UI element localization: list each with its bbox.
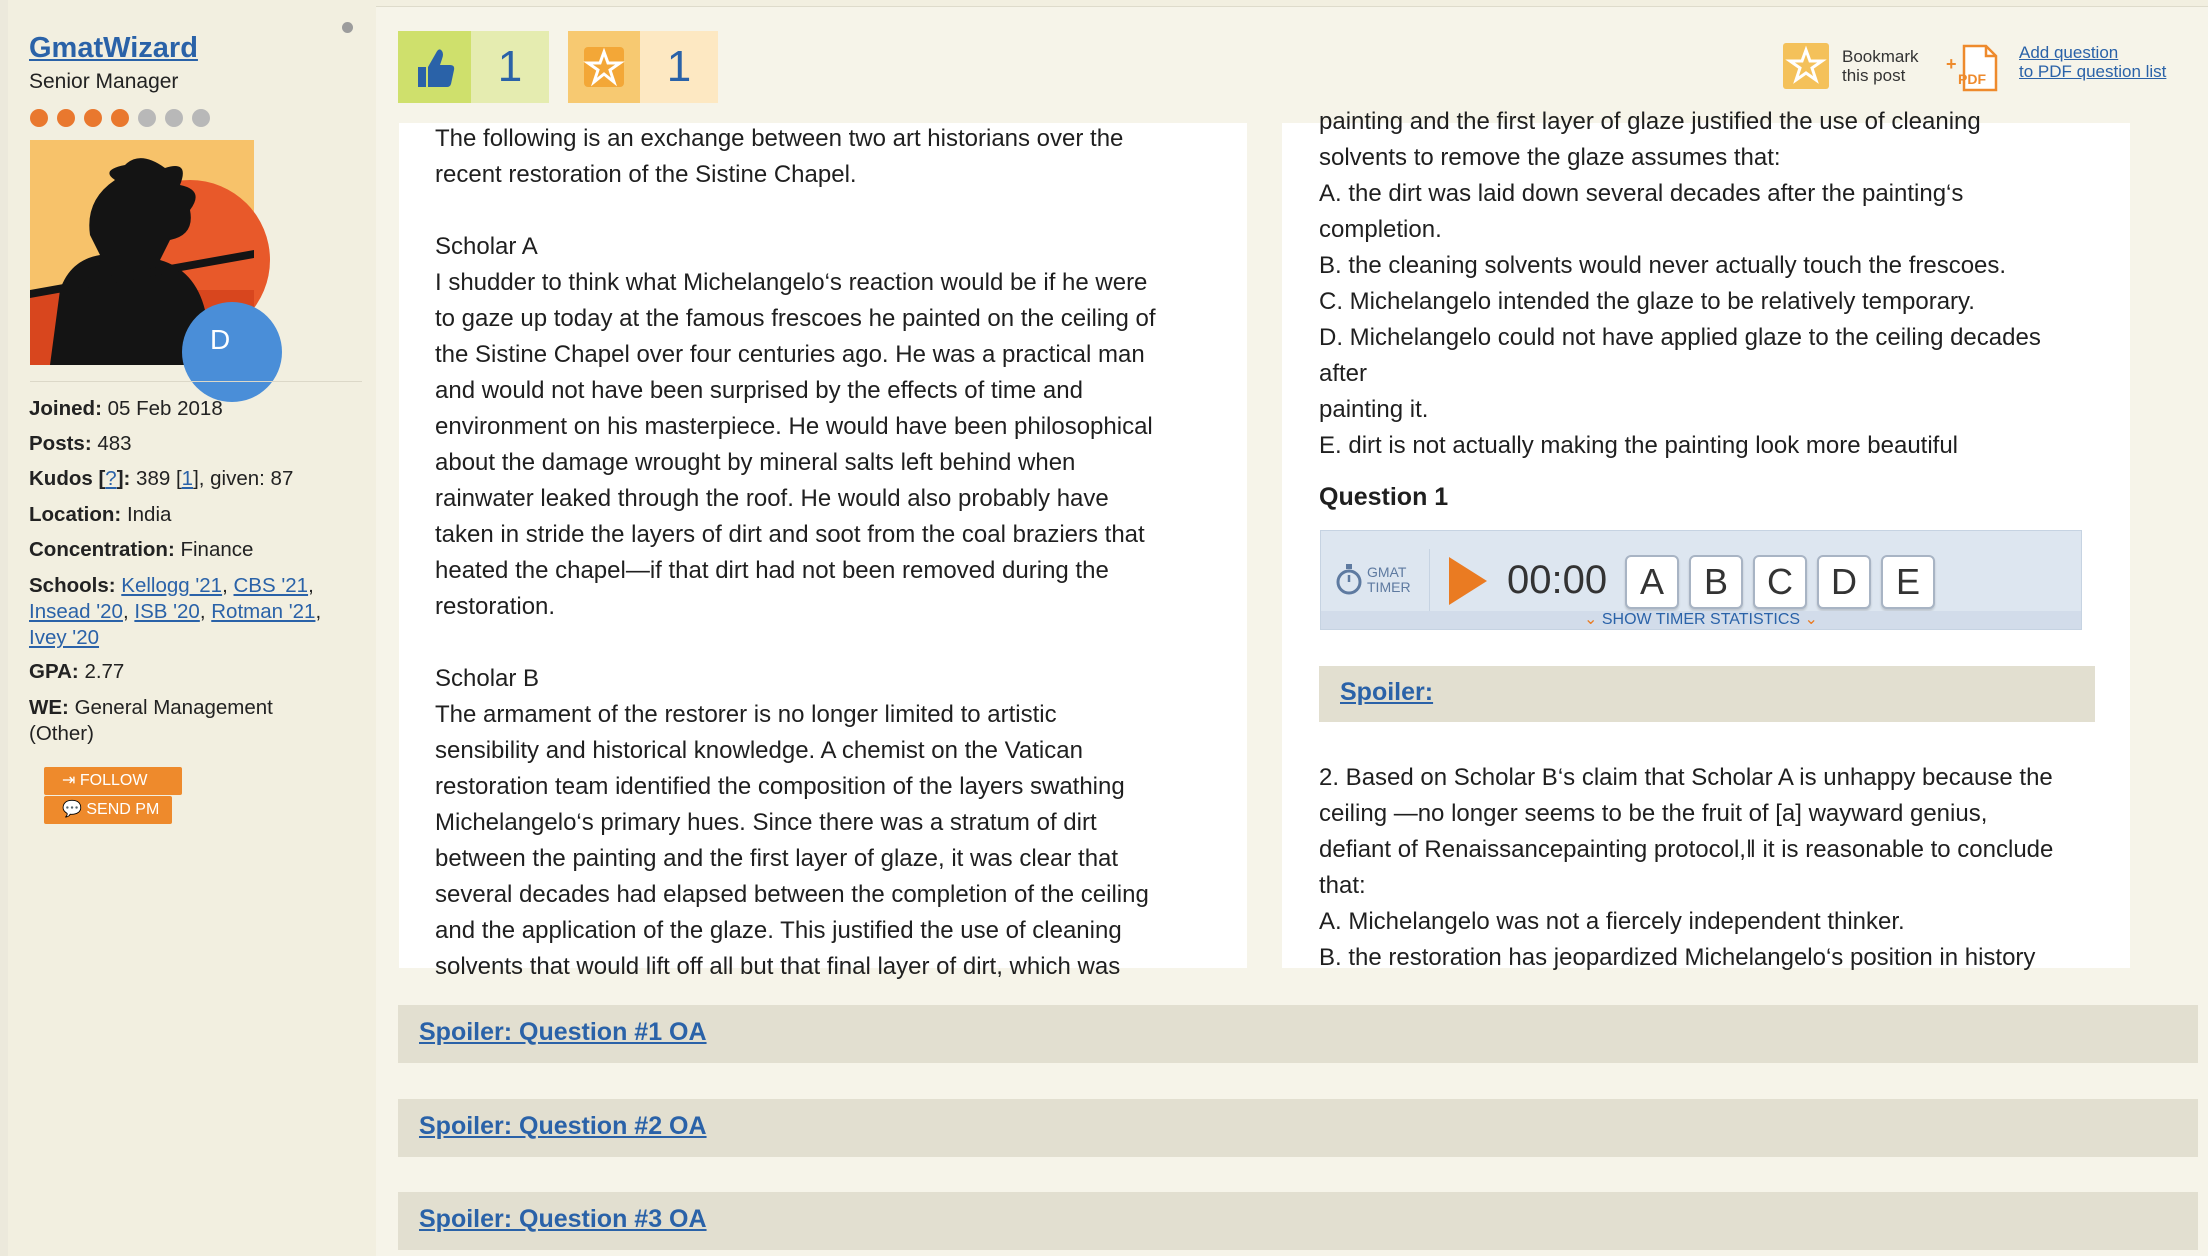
spoiler-label: Spoiler: Question #3 OA [419,1205,707,1233]
scholar-a-title: Scholar A [435,233,538,260]
joined-label: Joined: [29,397,102,420]
svg-text:+: + [1946,54,1957,74]
text-line: sensibility and historical knowledge. A chemist on the Vatican [435,737,1083,764]
answer-choice: A. the dirt was laid down several decades after the painting‘s [1319,180,1964,207]
answer-choice: E. dirt is not actually making the painting look more beautiful [1319,432,1959,459]
concentration-value: Finance [180,538,254,561]
spoiler-label: Spoiler: Question #2 OA [419,1112,707,1140]
gpa-value: 2.77 [84,660,125,683]
text-line: ceiling —no longer seems to be the fruit of [a] wayward genius, [1319,800,1988,827]
location-label: Location: [29,503,122,526]
spoiler-q2-oa[interactable] [398,1099,2198,1157]
kudos-received-link[interactable]: 1 [181,467,194,490]
bookmark-label-line2: this post [1842,66,1906,85]
follow-label: FOLLOW [79,772,148,789]
status-dot [342,22,353,33]
pdf-link-line1: Add question [2019,43,2119,62]
divider [1429,549,1430,611]
kudos-value: 389 [ [130,467,182,490]
school-link[interactable]: Kellogg '21 [121,574,223,597]
text-line: solvents that would lift off all but that final layer of dirt, which was [435,953,1121,980]
we-label: WE: [29,696,69,719]
text-line: painting it. [1319,396,1429,423]
rating-dot [57,109,75,127]
spoiler-toggle[interactable] [1319,666,2095,722]
question-text-top [1319,104,2119,464]
answer-choice: A. Michelangelo was not a fiercely independent thinker. [1319,908,1905,935]
favorite-button[interactable] [568,31,640,103]
star-icon [1783,43,1829,89]
text-line: after [1319,360,1368,387]
play-icon[interactable] [1449,557,1487,605]
spoiler-label: Spoiler: [1340,678,1434,706]
pdf-link-line2: to PDF question list [2019,62,2167,81]
show-timer-statistics-link[interactable] [1321,611,2081,629]
questions-scroll-box[interactable] [1282,108,2130,971]
location-row [29,502,171,528]
avatar[interactable] [30,140,254,365]
concentration-row [29,537,253,563]
text-line: environment on his masterpiece. He would have been philosophical [435,413,1153,440]
send-pm-label: SEND PM [86,801,160,818]
schools-row: Schools: Kellogg '21, CBS '21, Insead '20, ISB '20, Rotman '21, Ivey '20 [29,574,322,649]
gpa-label: GPA: [29,660,79,683]
user-rank: Senior Manager [29,70,179,93]
text-line: I shudder to think what Michelangelo‘s reaction would be if he were [435,269,1148,296]
timer-logo-line1: GMAT [1367,564,1407,580]
answer-choice: B. the restoration has jeopardized Michelangelo‘s position in history [1319,944,2036,971]
we-value: General Management [74,696,273,719]
text-line: recent restoration of the Sistine Chapel. [435,161,857,188]
bookmark-label-line1: Bookmark [1842,47,1919,66]
stopwatch-icon [1335,561,1365,597]
answer-button-c[interactable]: C [1753,555,1807,609]
kudos-row: Kudos [?]: 389 [1], given: 87 [29,467,294,490]
top-strip [376,0,2208,7]
thumbs-up-icon [398,31,471,103]
pdf-button[interactable] [1946,44,1998,92]
text-line: Michelangelo‘s primary hues. Since there was a stratum of dirt [435,809,1097,836]
bookmark-label[interactable] [1842,47,1919,85]
text-line: restoration team identified the composition of the layers swathing [435,773,1125,800]
chat-bubble-icon: 💬 [62,801,87,818]
rating-dot [111,109,129,127]
text-line: taken in stride the layers of dirt and soot from the coal braziers that [435,521,1145,548]
we-row [29,695,273,747]
concentration-label: Concentration: [29,538,175,561]
svg-text:PDF: PDF [1958,71,1986,87]
school-link[interactable]: Ivey '20 [29,626,100,649]
bookmark-button[interactable] [1783,43,1829,89]
text-line: several decades had elapsed between the completion of the ceiling [435,881,1149,908]
text-line: the Sistine Chapel over four centuries ago. He was a practical man [435,341,1145,368]
scholar-b-title: Scholar B [435,665,540,692]
kudos-help-link[interactable]: ? [105,467,117,490]
passage-intro [435,121,1215,193]
posts-label: Posts: [29,432,92,455]
answer-choice: C. Michelangelo intended the glaze to be relatively temporary. [1319,288,1975,315]
text-line: The following is an exchange between two art historians over the [435,125,1124,152]
username-link[interactable]: GmatWizard [29,32,198,64]
school-link[interactable]: Insead '20 [29,600,123,623]
answer-button-d[interactable]: D [1817,555,1871,609]
text-line: that: [1319,872,1366,899]
rank-rating-dots [30,109,210,127]
text-line: to gaze up today at the famous frescoes he painted on the ceiling of [435,305,1156,332]
question-title: Question 1 [1319,483,1449,511]
gpa-row [29,659,124,685]
kudos-count: 1 [471,31,549,103]
gmat-timer-widget [1320,530,2082,630]
joined-row [29,396,223,422]
school-link[interactable]: ISB '20 [134,600,200,623]
send-pm-button[interactable] [44,796,172,824]
posts-row [29,431,132,457]
pdf-icon [1946,44,1998,92]
text-line: heated the chapel—if that dirt had not been removed during the [435,557,1109,584]
rating-dot [84,109,102,127]
follow-button[interactable] [44,767,182,795]
avatar-badge-letter: D [210,324,231,355]
spoiler-q3-oa[interactable] [398,1192,2198,1250]
text-line: and the application of the glaze. This justified the use of cleaning [435,917,1122,944]
timer-display: 00:00 [1507,558,1608,602]
text-line: painting and the first layer of glaze justified the use of cleaning [1319,108,1981,135]
kudos-given: ], given: 87 [193,467,294,490]
posts-value: 483 [97,432,132,455]
text-line: completion. [1319,216,1442,243]
follow-icon: ⇥ [62,772,80,789]
spoiler-label: Spoiler: Question #1 OA [419,1018,707,1046]
rating-dot [192,109,210,127]
text-line: between the painting and the first layer of glaze, it was clear that [435,845,1119,872]
timer-logo-line2: TIMER [1367,579,1411,595]
chevron-down-icon: ⌄ [1584,611,1602,628]
text-line: and would not have been surprised by the effects of time and [435,377,1083,404]
answer-button-e[interactable]: E [1881,555,1935,609]
question-2-text [1319,760,2119,976]
text-line: about the damage wrought by mineral salts left behind when [435,449,1076,476]
add-to-pdf-link[interactable] [2019,43,2166,81]
school-link[interactable]: CBS '21 [233,574,309,597]
we-value-2: (Other) [29,722,94,745]
rating-dot [30,109,48,127]
sidebar-divider [30,381,362,382]
spoiler-q1-oa[interactable] [398,1005,2198,1063]
text-line: solvents to remove the glaze assumes that: [1319,144,1781,171]
favorite-count: 1 [640,31,718,103]
kudos-button[interactable] [398,31,471,103]
timer-stats-label: SHOW TIMER STATISTICS [1601,611,1801,628]
avatar-badge [182,302,282,402]
scholar-a-section [435,229,1215,625]
user-profile-sidebar [8,0,377,1256]
answer-choice: B. the cleaning solvents would never actually touch the frescoes. [1319,252,2007,279]
text-line: The armament of the restorer is no longer limited to artistic [435,701,1057,728]
text-line: restoration. [435,593,556,620]
rating-dot [165,109,183,127]
passage-text [435,121,1215,1021]
gmat-timer-logo [1367,565,1411,595]
school-link[interactable]: Rotman '21 [211,600,316,623]
answer-choice: D. Michelangelo could not have applied glaze to the ceiling decades [1319,324,2041,351]
text-line: rainwater leaked through the roof. He would also probably have [435,485,1109,512]
scholar-b-section [435,661,1215,985]
location-value: India [126,503,172,526]
text-line: 2. Based on Scholar B‘s claim that Scholar A is unhappy because the [1319,764,2053,791]
passage-scroll-box[interactable] [399,123,1247,980]
answer-button-b[interactable]: B [1689,555,1743,609]
kudos-label: Kudos [ [29,467,106,490]
joined-value: 05 Feb 2018 [107,397,223,420]
star-icon [568,31,640,103]
chevron-down-icon: ⌄ [1800,611,1818,628]
schools-label: Schools: [29,574,116,597]
text-line: defiant of Renaissancepainting protocol,‖ it is reasonable to conclude [1319,836,2054,863]
rating-dot [138,109,156,127]
answer-button-a[interactable]: A [1625,555,1679,609]
